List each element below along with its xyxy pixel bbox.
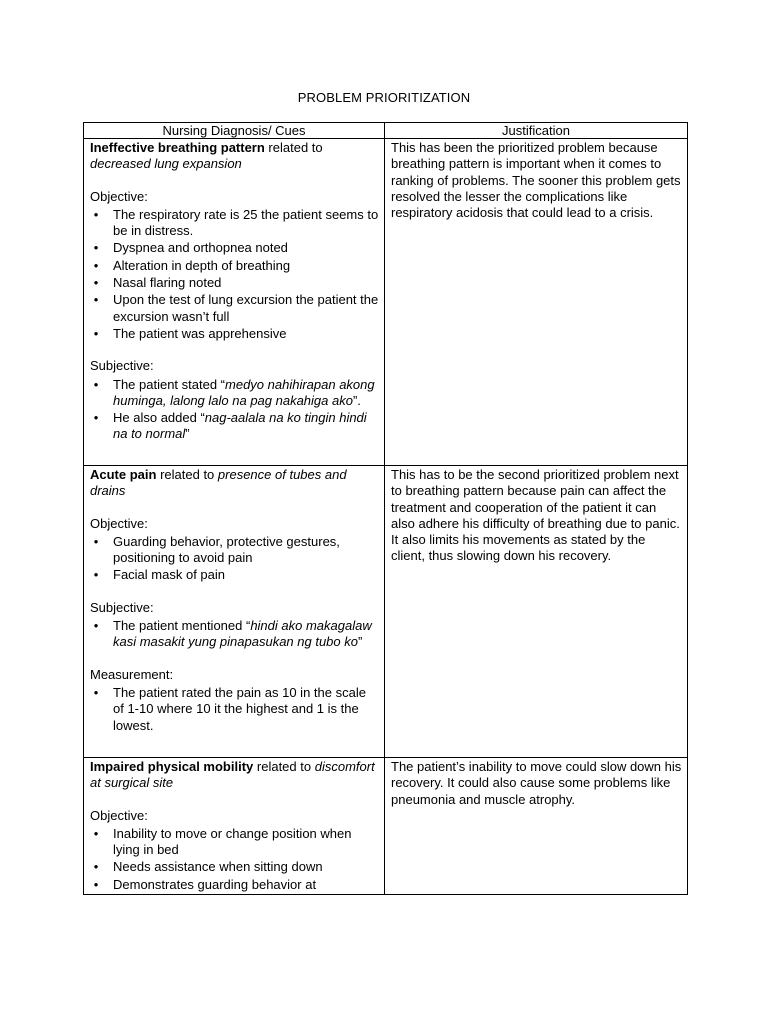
list-item — [90, 292, 379, 325]
quote-close: ”. — [352, 392, 361, 408]
list-item — [90, 877, 379, 893]
prioritization-table — [83, 122, 688, 895]
bullet-icon: • — [93, 618, 99, 634]
quote-close: ” — [358, 634, 363, 650]
cue-text: Dyspnea and orthopnea noted — [113, 240, 288, 256]
list-item — [90, 326, 379, 342]
cue-text: Nasal flaring noted — [113, 275, 222, 291]
bullet-icon: • — [93, 825, 99, 841]
cue-text: Alteration in depth of breathing — [113, 257, 291, 273]
cue-text: Facial mask of pain — [113, 567, 225, 583]
justification-cell — [385, 466, 688, 758]
bullet-icon: • — [93, 257, 99, 273]
cue-text: Needs assistance when sitting down — [113, 859, 323, 875]
bullet-icon: • — [93, 206, 99, 222]
diagnosis-statement — [90, 139, 379, 173]
bullet-icon: • — [93, 275, 99, 291]
objective-list — [90, 826, 379, 893]
bullet-icon: • — [93, 876, 99, 892]
bullet-icon: • — [93, 240, 99, 256]
quote-intro: The patient stated “ — [113, 376, 226, 392]
objective-label: Objective: — [90, 515, 148, 531]
list-item — [90, 207, 379, 240]
cue-text: Inability to move or change position when lying in bed — [113, 825, 352, 858]
diagnosis-cell — [84, 139, 385, 466]
diagnosis-cell — [84, 466, 385, 758]
page-title: PROBLEM PRIORITIZATION — [297, 90, 471, 105]
measurement-label: Measurement: — [90, 666, 174, 682]
table-row — [84, 466, 688, 758]
bullet-icon: • — [93, 376, 99, 392]
bullet-icon: • — [93, 684, 99, 700]
patient-quote: nag-aalala na ko tingin hindi na to normal — [113, 410, 367, 442]
bullet-icon: • — [93, 533, 99, 549]
patient-quote: medyo nahihirapan akong huminga, lalong lalo na pag nakahiga ako — [113, 376, 375, 408]
subjective-label: Subjective: — [90, 599, 154, 615]
objective-list — [90, 207, 379, 342]
table-row — [84, 139, 688, 466]
list-item — [90, 258, 379, 274]
justification-text: The patient’s inability to move could slow down his recovery. It could also cause some problems like pneumonia and muscle atrophy. — [391, 759, 682, 807]
subjective-list — [90, 618, 379, 651]
list-item — [90, 377, 379, 410]
related-to-text: related to — [156, 467, 218, 482]
list-item — [90, 618, 379, 651]
diagnosis-statement — [90, 758, 379, 792]
list-item — [90, 534, 379, 567]
cue-text: The patient rated the pain as 10 in the scale of 1-10 where 10 it the highest and 1 is the lowest. — [113, 684, 366, 733]
diagnosis-cause: presence of tubes and drains — [90, 467, 347, 499]
diagnosis-cause: decreased lung expansion — [90, 156, 242, 172]
bullet-icon: • — [93, 859, 99, 875]
subjective-label: Subjective: — [90, 358, 154, 374]
quote-intro: He also added “ — [113, 410, 205, 426]
diagnosis-title: Ineffective breathing pattern — [90, 140, 265, 155]
diagnosis-cell — [84, 758, 385, 895]
list-item — [90, 685, 379, 734]
list-item — [90, 826, 379, 859]
list-item — [90, 240, 379, 256]
cue-text: Demonstrates guarding behavior at — [113, 876, 317, 892]
cue-text: Guarding behavior, protective gestures, positioning to avoid pain — [113, 533, 340, 566]
justification-text: This has been the prioritized problem because breathing pattern is important when it comes to ranking of problems. The sooner this problem gets resolved the lesser the complications like respiratory acidosis that could lead to a crisis. — [391, 140, 681, 221]
cue-text: The respiratory rate is 25 the patient seems to be in distress. — [113, 206, 379, 239]
bullet-icon: • — [93, 410, 99, 426]
list-item — [90, 859, 379, 875]
bullet-icon: • — [93, 325, 99, 341]
list-item — [90, 567, 379, 583]
list-item — [90, 275, 379, 291]
justification-cell — [385, 758, 688, 895]
diagnosis-title: Impaired physical mobility — [90, 759, 254, 774]
subjective-list — [90, 377, 379, 443]
column-header-diagnosis: Nursing Diagnosis/ Cues — [84, 123, 385, 139]
justification-cell — [385, 139, 688, 466]
justification-text: This has to be the second prioritized problem next to breathing pattern because pain can affect the treatment and cooperation of the patient it can also adhere his difficulty of breathing due to panic. It also limits his movements as stated by the client, thus slowing down his recovery. — [391, 467, 680, 564]
table-header-row — [84, 123, 688, 139]
objective-label: Objective: — [90, 188, 148, 204]
diagnosis-cause: discomfort at surgical site — [90, 759, 375, 791]
column-header-justification: Justification — [385, 123, 688, 139]
related-to-text: related to — [264, 140, 323, 155]
quote-close: ” — [185, 426, 190, 442]
diagnosis-statement — [90, 466, 379, 500]
related-to-text: related to — [253, 759, 315, 774]
bullet-icon: • — [93, 292, 99, 308]
patient-quote: hindi ako makagalaw kasi masakit yung pinapasukan ng tubo ko — [113, 618, 372, 650]
bullet-icon: • — [93, 567, 99, 583]
measurement-list — [90, 685, 379, 734]
cue-text: Upon the test of lung excursion the patient the excursion wasn’t full — [113, 292, 379, 324]
objective-list — [90, 534, 379, 584]
diagnosis-title: Acute pain — [90, 467, 157, 482]
table-row — [84, 758, 688, 895]
cue-text: The patient was apprehensive — [113, 325, 287, 341]
list-item — [90, 410, 379, 443]
objective-label: Objective: — [90, 807, 148, 823]
quote-intro: The patient mentioned “ — [113, 618, 251, 634]
